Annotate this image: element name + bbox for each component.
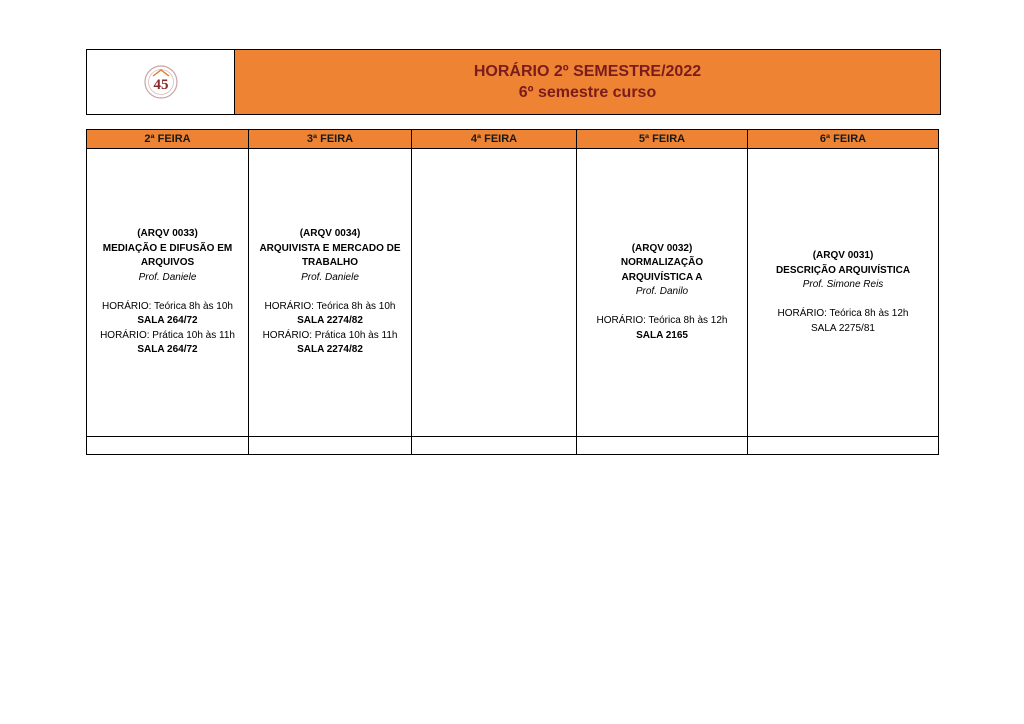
- course-code: (ARQV 0034): [299, 228, 361, 240]
- footer-row: [87, 437, 939, 455]
- professor-name: Prof. Daniele: [301, 271, 359, 283]
- footer-cell: [249, 437, 412, 455]
- logo-cell: [87, 50, 235, 114]
- footer-cell: [412, 437, 577, 455]
- course-name-line: TRABALHO: [301, 257, 359, 269]
- schedule-table: [86, 129, 939, 455]
- cell-thursday: [577, 149, 748, 437]
- header-box: [86, 49, 941, 115]
- footer-cell: [748, 437, 939, 455]
- schedule-time: HORÁRIO: Teórica 8h às 10h: [264, 300, 396, 312]
- schedule-time: HORÁRIO: Prática 10h às 11h: [100, 329, 235, 341]
- professor-name: Prof. Daniele: [138, 271, 197, 283]
- spacer: [748, 293, 938, 308]
- professor-name: Prof. Simone Reis: [802, 279, 884, 290]
- day-header-monday: 2ª FEIRA: [87, 130, 249, 149]
- room-number: SALA 2165: [636, 329, 688, 341]
- cell-tuesday: [249, 149, 412, 437]
- schedule-time: HORÁRIO: Teórica 8h às 12h: [596, 315, 728, 327]
- footer-cell: [87, 437, 249, 455]
- schedule-time: HORÁRIO: Teórica 8h às 10h: [102, 300, 233, 312]
- room-number: SALA 264/72: [137, 315, 198, 327]
- course-name-line: ARQUIVISTA E MERCADO DE: [259, 242, 401, 254]
- page-subtitle: 6º semestre curso: [518, 83, 657, 101]
- university-45-years-seal-icon: [143, 64, 179, 100]
- room-number: SALA 2274/82: [297, 344, 363, 356]
- cell-wednesday: [412, 149, 577, 437]
- schedule-time: HORÁRIO: Prática 10h às 11h: [262, 329, 398, 341]
- seal-numeral: 45: [153, 77, 168, 93]
- day-header-thursday: 5ª FEIRA: [577, 130, 748, 149]
- spacer: [249, 285, 411, 300]
- course-name-line: DESCRIÇÃO ARQUIVÍSTICA: [775, 264, 911, 276]
- day-header-row: [87, 130, 939, 149]
- course-name-line: ARQUIVÍSTICA A: [621, 271, 703, 283]
- day-header-friday: 6ª FEIRA: [748, 130, 939, 149]
- course-name-line: NORMALIZAÇÃO: [620, 257, 704, 269]
- room-number: SALA 2275/81: [811, 322, 875, 334]
- room-number: SALA 264/72: [137, 344, 198, 356]
- cell-friday: [748, 149, 939, 437]
- day-header-tuesday: 3ª FEIRA: [249, 130, 412, 149]
- cell-monday: [87, 149, 249, 437]
- room-number: SALA 2274/82: [297, 315, 363, 327]
- spacer: [87, 285, 248, 300]
- course-name-line: MEDIAÇÃO E DIFUSÃO EM: [102, 242, 233, 254]
- schedule-time: HORÁRIO: Teórica 8h às 12h: [777, 308, 909, 319]
- course-code: (ARQV 0032): [631, 242, 693, 254]
- course-name-line: ARQUIVOS: [140, 257, 195, 269]
- spacer: [577, 300, 747, 315]
- page-title: HORÁRIO 2º SEMESTRE/2022: [473, 62, 702, 80]
- course-code: (ARQV 0033): [137, 228, 198, 240]
- footer-cell: [577, 437, 748, 455]
- day-header-wednesday: 4ª FEIRA: [412, 130, 577, 149]
- professor-name: Prof. Danilo: [635, 286, 689, 298]
- title-cell: [235, 50, 940, 114]
- course-code: (ARQV 0031): [812, 250, 874, 261]
- class-row: [87, 149, 939, 437]
